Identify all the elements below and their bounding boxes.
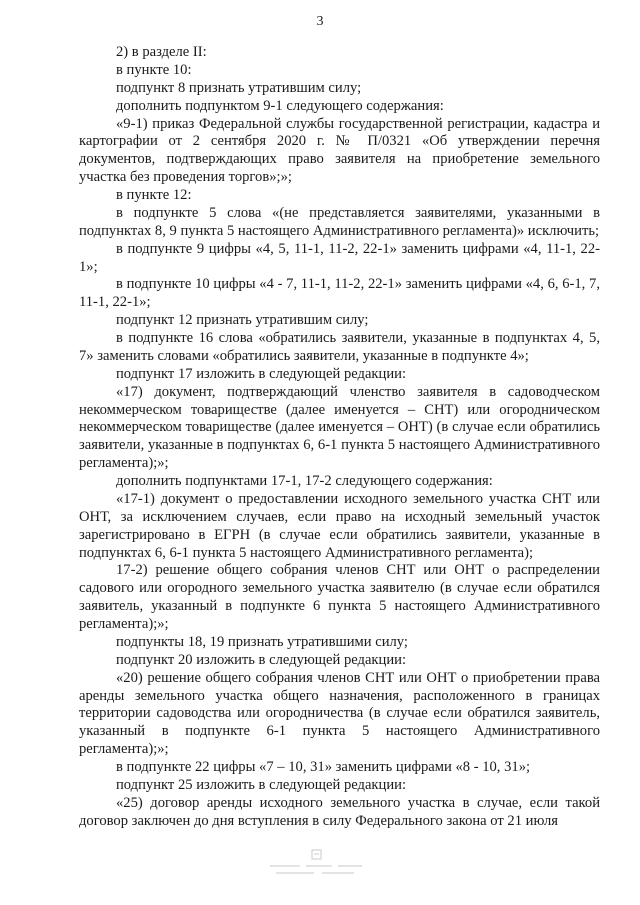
paragraph: «9-1) приказ Федеральной службы государственной регистрации, кадастра и картографии от 2 сентября 2020 г. № П/0321 «Об утверждении перечня документов, подтверждающих право заявителя на приобретение земельного участка без проведения торгов»;»;	[79, 115, 600, 186]
paragraph: дополнить подпунктами 17-1, 17-2 следующего содержания:	[116, 473, 493, 489]
paragraph: дополнить подпунктом 9-1 следующего содержания:	[116, 97, 444, 114]
paragraph: в подпункте 22 цифры «7 – 10, 31» заменить цифрами «8 - 10, 31»;	[116, 759, 531, 775]
page-number: 3	[316, 14, 324, 29]
paragraph: в подпункте 16 слова «обратились заявители, указанные в подпунктах 4, 5, 7» заменить словами «обратились заявители, указанные в подпункте 4»;	[79, 330, 600, 364]
paragraph: подпункт 20 изложить в следующей редакции:	[116, 651, 407, 668]
paragraph: «20) решение общего собрания членов СНТ или ОНТ о приобретении права аренды земельного участка общего назначения, расположенного в границах территории садоводства или огородничества (в случае если обратился заявитель, указанный в подпункте 6-1 пункта 5 настоящего Административного регламента);»;	[79, 669, 600, 758]
paragraph: «25) договор аренды исходного земельного участка в случае, если такой договор заключен до дня вступления в силу Федерального закона от 21 июля	[79, 794, 600, 829]
paragraph: 2) в разделе II:	[116, 44, 207, 60]
paragraph: в подпункте 9 цифры «4, 5, 11-1, 11-2, 22-1» заменить цифрами «4, 11-1, 22-1»;	[79, 240, 600, 275]
document-body	[79, 44, 600, 831]
paragraph: подпункт 17 изложить в следующей редакции:	[116, 365, 407, 382]
paragraph: в подпункте 10 цифры «4 - 7, 11-1, 11-2, 22-1» заменить цифрами «4, 6, 6-1, 7, 11-1, 22-1»;	[79, 276, 600, 311]
paragraph: «17-1) документ о предоставлении исходного земельного участка СНТ или ОНТ, за исключением случаев, если право на исходный земельный участок зарегистрировано в ЕГРН (в случае если обратились заявители, указанные в подпунктах 6, 6-1 пункта 5 настоящего Административного регламента);	[79, 490, 600, 561]
paragraph: «17) документ, подтверждающий членство заявителя в садоводческом некоммерческом товариществе (далее именуется – СНТ) или огородническом некоммерческом товариществе (далее именуется – ОНТ) (в случае если обратились заявители, указанные в подпунктах 6, 6-1 пункта 5 настоящего Административного регламента);»;	[79, 383, 600, 472]
faint-stamp-mark	[262, 848, 372, 878]
paragraph: в пункте 12:	[116, 187, 192, 203]
paragraph: 17-2) решение общего собрания членов СНТ или ОНТ о распределении садового или огородного земельного участка заявителю (в случае если обратился заявитель, указанный в подпункте 6 пункта 5 настоящего Административного регламента);»;	[79, 562, 600, 632]
paragraph: в подпункте 5 слова «(не представляется заявителями, указанными в подпунктах 8, 9 пункта 5 настоящего Административного регламента)» исключить;	[79, 204, 600, 239]
paragraph: подпункт 8 признать утратившим силу;	[116, 79, 362, 96]
paragraph: подпункты 18, 19 признать утратившими силу;	[116, 633, 408, 650]
paragraph: в пункте 10:	[116, 61, 192, 78]
paragraph: подпункт 25 изложить в следующей редакции:	[116, 776, 407, 793]
paragraph: подпункт 12 признать утратившим силу;	[116, 312, 369, 329]
